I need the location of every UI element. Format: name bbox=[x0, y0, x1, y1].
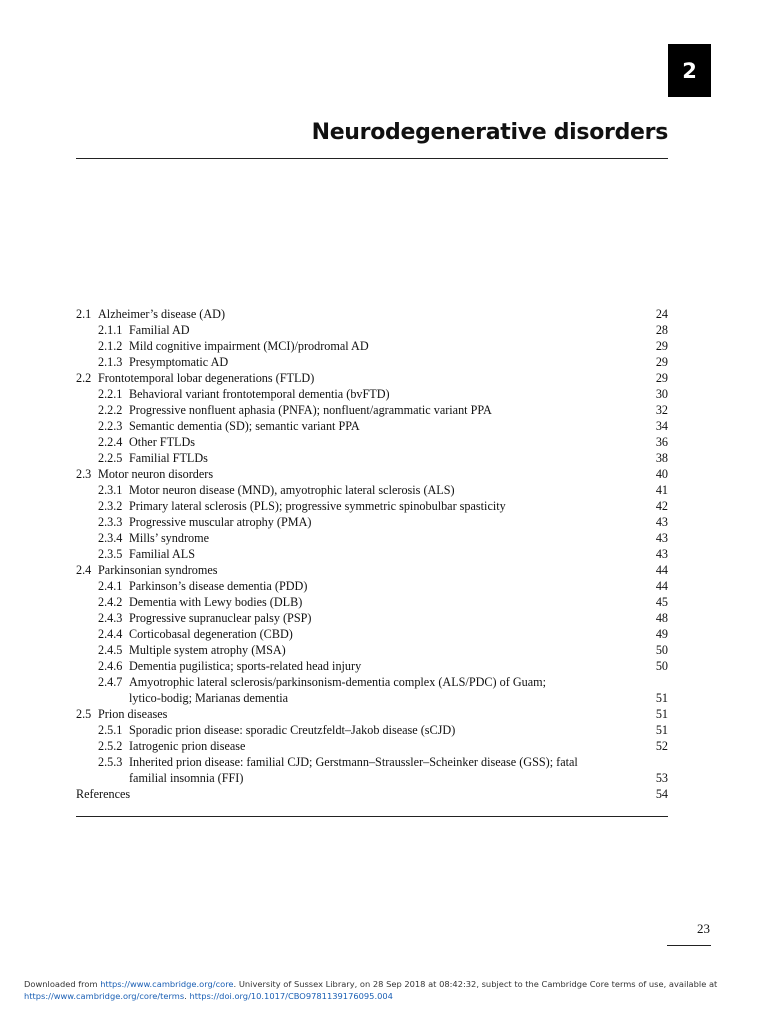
toc-section-number: 2.4.5 bbox=[98, 643, 123, 657]
toc-section-number: 2.1.2 bbox=[98, 339, 123, 353]
toc-entry[interactable] bbox=[76, 674, 668, 690]
toc-page-number: 38 bbox=[655, 451, 668, 465]
toc-page-number: 41 bbox=[655, 483, 668, 497]
toc-section-title: familial insomnia (FFI) bbox=[129, 771, 244, 785]
toc-section-number: 2.4.1 bbox=[98, 579, 123, 593]
page-number: 23 bbox=[697, 921, 710, 936]
toc-section-number: 2.2 bbox=[76, 371, 92, 385]
toc-entry[interactable] bbox=[76, 722, 668, 738]
toc-section-title: lytico-bodig; Marianas dementia bbox=[129, 691, 289, 705]
toc-bottom-rule bbox=[76, 816, 668, 817]
toc-page-number: 49 bbox=[655, 627, 668, 641]
toc-section-title: Familial FTLDs bbox=[129, 451, 208, 465]
toc-section-number: 2.2.3 bbox=[98, 419, 123, 433]
toc-section-title: Frontotemporal lobar degenerations (FTLD) bbox=[98, 371, 315, 385]
toc-section-number: 2.3.1 bbox=[98, 483, 123, 497]
toc-page-number: 45 bbox=[655, 595, 668, 609]
toc-entry[interactable] bbox=[76, 770, 668, 786]
toc-section-number: 2.5.2 bbox=[98, 739, 123, 753]
toc-section-title: Semantic dementia (SD); semantic variant PPA bbox=[129, 419, 360, 433]
toc-entry[interactable] bbox=[76, 546, 668, 562]
toc-page-number: 36 bbox=[655, 435, 668, 449]
toc-page-number: 29 bbox=[655, 371, 668, 385]
toc-page-number: 29 bbox=[655, 355, 668, 369]
toc-entry[interactable] bbox=[76, 354, 668, 370]
toc-section-number: 2.2.4 bbox=[98, 435, 123, 449]
toc-section-title: Mills’ syndrome bbox=[129, 531, 210, 545]
toc-page-number: 53 bbox=[655, 771, 668, 785]
toc-section-title: Iatrogenic prion disease bbox=[129, 739, 246, 753]
toc-section-number: 2.4.2 bbox=[98, 595, 123, 609]
toc-entry[interactable] bbox=[76, 482, 668, 498]
toc-section-title: Parkinsonian syndromes bbox=[98, 563, 218, 577]
toc-page-number: 44 bbox=[655, 563, 668, 577]
toc-entry[interactable] bbox=[76, 434, 668, 450]
toc-entry[interactable] bbox=[76, 466, 668, 482]
footer-middle-text: . University of Sussex Library, on 28 Sep 2018 at 08:42:32, subject to the Cambridge Core terms of use, available at bbox=[233, 979, 718, 989]
download-footer bbox=[24, 978, 744, 1002]
footer-separator: . bbox=[184, 991, 190, 1001]
toc-section-number: 2.3.2 bbox=[98, 499, 123, 513]
toc-section-title: Progressive supranuclear palsy (PSP) bbox=[129, 611, 312, 625]
toc-entry[interactable] bbox=[76, 530, 668, 546]
toc-page-number: 51 bbox=[655, 691, 668, 705]
toc-page-number: 43 bbox=[655, 547, 668, 561]
toc-section-number: 2.3 bbox=[76, 467, 92, 481]
toc-entry[interactable] bbox=[76, 594, 668, 610]
toc-page-number: 40 bbox=[655, 467, 668, 481]
toc-section-number: 2.1 bbox=[76, 307, 92, 321]
toc-section-title: Corticobasal degeneration (CBD) bbox=[129, 627, 293, 641]
toc-page-number: 43 bbox=[655, 531, 668, 545]
toc-entry[interactable] bbox=[76, 562, 668, 578]
toc-page-number: 28 bbox=[655, 323, 668, 337]
toc-entry[interactable] bbox=[76, 370, 668, 386]
toc-section-number: 2.1.1 bbox=[98, 323, 123, 337]
toc-section-number: 2.2.1 bbox=[98, 387, 123, 401]
toc-page-number: 50 bbox=[655, 643, 668, 657]
toc-section-title: Alzheimer’s disease (AD) bbox=[98, 307, 226, 321]
page-number-rule bbox=[667, 945, 711, 946]
toc-entry[interactable] bbox=[76, 658, 668, 674]
toc-page-number: 43 bbox=[655, 515, 668, 529]
toc-page-number: 34 bbox=[655, 419, 668, 433]
toc-entry[interactable] bbox=[76, 578, 668, 594]
toc-entry[interactable] bbox=[76, 306, 668, 322]
toc-page-number: 50 bbox=[655, 659, 668, 673]
toc-section-title: Amyotrophic lateral sclerosis/parkinsonism-dementia complex (ALS/PDC) of Guam; bbox=[129, 675, 546, 689]
toc-section-number: 2.4.4 bbox=[98, 627, 123, 641]
toc-entry[interactable] bbox=[76, 754, 668, 770]
chapter-number-box bbox=[668, 44, 711, 97]
toc-section-title: Behavioral variant frontotemporal dementia (bvFTD) bbox=[129, 387, 390, 401]
toc-section-title: Prion diseases bbox=[98, 707, 168, 721]
toc-page-number: 54 bbox=[655, 787, 668, 801]
toc-section-title: Presymptomatic AD bbox=[129, 355, 229, 369]
title-rule bbox=[76, 158, 668, 159]
toc-section-title: Dementia pugilistica; sports-related head injury bbox=[129, 659, 362, 673]
toc-section-title: Primary lateral sclerosis (PLS); progressive symmetric spinobulbar spasticity bbox=[129, 499, 506, 513]
toc-entry[interactable] bbox=[76, 450, 668, 466]
chapter-number: 2 bbox=[682, 58, 697, 83]
toc-section-number: 2.5.3 bbox=[98, 755, 123, 769]
toc-section-number: 2.4.3 bbox=[98, 611, 123, 625]
toc-entry[interactable] bbox=[76, 322, 668, 338]
toc-entry[interactable] bbox=[76, 738, 668, 754]
toc-section-title: Familial ALS bbox=[129, 547, 196, 561]
toc-section-title: Mild cognitive impairment (MCI)/prodromal AD bbox=[129, 339, 369, 353]
toc-section-number: 2.2.2 bbox=[98, 403, 123, 417]
toc-section-number: 2.4.6 bbox=[98, 659, 123, 673]
toc-page-number: 24 bbox=[655, 307, 668, 321]
toc-section-title: Familial AD bbox=[129, 323, 190, 337]
toc-page-number: 42 bbox=[655, 499, 668, 513]
toc-section-number: 2.1.3 bbox=[98, 355, 123, 369]
table-of-contents bbox=[76, 306, 668, 802]
toc-section-number: 2.4.7 bbox=[98, 675, 123, 689]
footer-prefix: Downloaded from bbox=[24, 979, 101, 989]
toc-section-title: Progressive muscular atrophy (PMA) bbox=[129, 515, 312, 529]
toc-page-number: 32 bbox=[655, 403, 668, 417]
chapter-title: Neurodegenerative disorders bbox=[311, 120, 668, 145]
toc-page-number: 44 bbox=[655, 579, 668, 593]
toc-section-number: 2.2.5 bbox=[98, 451, 123, 465]
toc-entry[interactable] bbox=[76, 338, 668, 354]
toc-section-number: 2.4 bbox=[76, 563, 92, 577]
footer-doi-link[interactable]: https://doi.org/10.1017/CBO9781139176095.004 bbox=[189, 991, 393, 1001]
toc-entry[interactable] bbox=[76, 386, 668, 402]
toc-page-number: 48 bbox=[655, 611, 668, 625]
toc-entry[interactable] bbox=[76, 402, 668, 418]
toc-section-title: Motor neuron disorders bbox=[98, 467, 214, 481]
toc-section-title: Motor neuron disease (MND), amyotrophic lateral sclerosis (ALS) bbox=[129, 483, 455, 497]
footer-terms-link[interactable]: https://www.cambridge.org/core/terms bbox=[24, 991, 185, 1001]
toc-section-title: Dementia with Lewy bodies (DLB) bbox=[129, 595, 303, 609]
toc-section-title: Sporadic prion disease: sporadic Creutzfeldt–Jakob disease (sCJD) bbox=[129, 723, 456, 737]
toc-page-number: 29 bbox=[655, 339, 668, 353]
toc-section-number: 2.3.4 bbox=[98, 531, 123, 545]
toc-section-number: 2.5.1 bbox=[98, 723, 123, 737]
toc-section-title: Multiple system atrophy (MSA) bbox=[129, 643, 286, 657]
toc-entry[interactable] bbox=[76, 514, 668, 530]
toc-entry[interactable] bbox=[76, 498, 668, 514]
toc-section-title: Inherited prion disease: familial CJD; Gerstmann–Straussler–Scheinker disease (GSS); fatal bbox=[129, 755, 578, 769]
toc-section-number: 2.5 bbox=[76, 707, 92, 721]
toc-section-title: Parkinson’s disease dementia (PDD) bbox=[129, 579, 308, 593]
toc-entry[interactable] bbox=[76, 642, 668, 658]
toc-page-number: 51 bbox=[655, 707, 668, 721]
toc-entry[interactable] bbox=[76, 690, 668, 706]
toc-section-title: References bbox=[76, 787, 131, 801]
toc-section-number: 2.3.3 bbox=[98, 515, 123, 529]
toc-entry[interactable] bbox=[76, 786, 668, 802]
toc-section-number: 2.3.5 bbox=[98, 547, 123, 561]
toc-entry[interactable] bbox=[76, 418, 668, 434]
toc-page-number: 30 bbox=[655, 387, 668, 401]
toc-entry[interactable] bbox=[76, 626, 668, 642]
toc-entry[interactable] bbox=[76, 610, 668, 626]
toc-page-number: 52 bbox=[655, 739, 668, 753]
toc-page-number: 51 bbox=[655, 723, 668, 737]
toc-section-title: Progressive nonfluent aphasia (PNFA); nonfluent/agrammatic variant PPA bbox=[129, 403, 492, 417]
toc-entry[interactable] bbox=[76, 706, 668, 722]
footer-core-link[interactable]: https://www.cambridge.org/core bbox=[100, 979, 234, 989]
toc-section-title: Other FTLDs bbox=[129, 435, 196, 449]
